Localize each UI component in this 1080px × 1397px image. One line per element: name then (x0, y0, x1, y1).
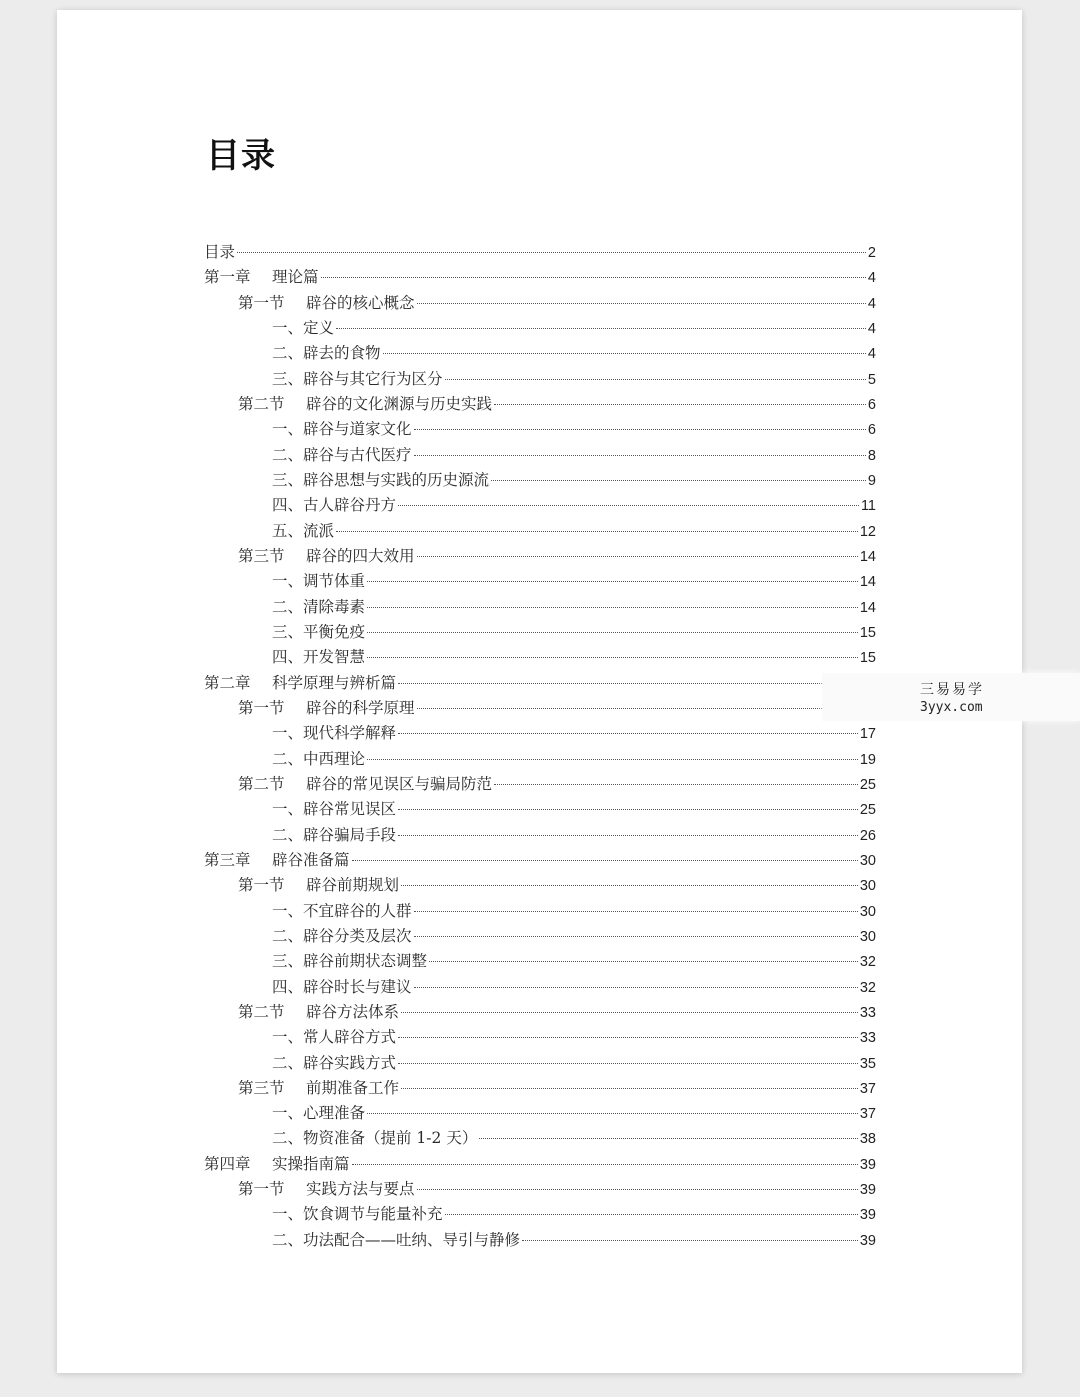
toc-entry-text: 一、辟谷与道家文化 (272, 420, 412, 439)
toc-page-number: 17 (859, 726, 876, 743)
toc-entry-text: 二、功法配合——吐纳、导引与静修 (272, 1230, 521, 1249)
toc-page-number: 4 (867, 320, 876, 337)
toc-dot-leader (401, 885, 858, 886)
toc-entry-text: 二、辟谷实践方式 (272, 1053, 397, 1072)
toc-entry-text: 目录 (204, 243, 236, 261)
toc-dot-leader (398, 1063, 858, 1064)
toc-entry-text: 一、心理准备 (272, 1104, 366, 1123)
toc-page-number: 19 (859, 751, 876, 768)
toc-page-number: 14 (859, 599, 876, 616)
toc-entry[interactable] (204, 899, 876, 924)
toc-page-number: 39 (859, 1207, 876, 1224)
toc-entry-label (204, 848, 350, 873)
toc-dot-leader (398, 683, 866, 684)
toc-entry-label (272, 721, 396, 746)
toc-entry-label (238, 873, 399, 898)
toc-dot-leader (429, 961, 858, 962)
table-of-contents (204, 240, 876, 1253)
toc-entry-text: 一、饮食调节与能量补充 (272, 1205, 443, 1224)
toc-entry-label (238, 696, 415, 721)
toc-page-number: 32 (859, 954, 876, 971)
toc-dot-leader (417, 303, 866, 304)
toc-entry-label (272, 468, 489, 493)
toc-entry[interactable] (204, 1152, 876, 1177)
toc-entry-label (238, 772, 492, 797)
toc-dot-leader (352, 860, 858, 861)
toc-entry-text: 辟谷方法体系 (306, 1002, 400, 1021)
toc-entry-number: 第一节 (238, 698, 285, 717)
toc-page-number: 32 (859, 979, 876, 996)
toc-entry-label (272, 1051, 396, 1076)
toc-entry[interactable] (204, 671, 876, 696)
toc-entry-label (272, 316, 334, 341)
toc-entry[interactable] (204, 949, 876, 974)
toc-entry-label (272, 899, 412, 924)
toc-entry-label (272, 569, 365, 594)
toc-entry-label (204, 671, 396, 696)
page-title: 目录 (206, 136, 276, 176)
toc-dot-leader (336, 328, 866, 329)
toc-entry-label (272, 1025, 396, 1050)
toc-entry-text: 二、清除毒素 (272, 597, 366, 616)
toc-page-number: 4 (867, 295, 876, 312)
toc-page-number: 12 (859, 523, 876, 540)
toc-entry[interactable] (204, 519, 876, 544)
toc-dot-leader (479, 1138, 858, 1139)
toc-entry-number: 第三节 (238, 1078, 285, 1097)
toc-entry-text: 五、流派 (272, 521, 335, 540)
toc-entry-number: 第二节 (238, 1002, 285, 1021)
toc-entry-text: 二、辟谷与古代医疗 (272, 445, 412, 464)
toc-dot-leader (414, 455, 866, 456)
toc-dot-leader (398, 733, 858, 734)
toc-entry[interactable] (204, 417, 876, 442)
toc-entry-text: 二、辟去的食物 (272, 344, 381, 363)
toc-page-number: 33 (859, 1004, 876, 1021)
toc-entry-label (238, 1000, 399, 1025)
toc-entry-text: 辟谷的四大效用 (306, 546, 415, 565)
toc-entry-label (272, 1228, 520, 1253)
toc-entry-text: 辟谷的核心概念 (306, 293, 415, 312)
toc-dot-leader (321, 277, 866, 278)
toc-page-number: 39 (859, 1232, 876, 1249)
toc-page-number: 6 (867, 422, 876, 439)
toc-entry[interactable] (204, 1228, 876, 1253)
toc-entry-text: 三、辟谷与其它行为区分 (272, 369, 443, 388)
toc-entry-label (272, 747, 365, 772)
toc-entry[interactable] (204, 316, 876, 341)
toc-dot-leader (417, 556, 858, 557)
toc-entry[interactable] (204, 1101, 876, 1126)
toc-entry-label (272, 949, 427, 974)
toc-page-number: 2 (867, 245, 876, 261)
toc-dot-leader (367, 607, 858, 608)
toc-entry[interactable] (204, 1076, 876, 1101)
toc-entry-text: 一、不宜辟谷的人群 (272, 901, 412, 920)
toc-entry-number: 第三章 (204, 850, 251, 869)
toc-dot-leader (367, 759, 858, 760)
toc-entry-text: 二、辟谷骗局手段 (272, 825, 397, 844)
toc-entry[interactable] (204, 772, 876, 797)
toc-dot-leader (401, 1012, 858, 1013)
toc-entry-label (272, 975, 412, 1000)
toc-entry[interactable] (204, 721, 876, 746)
toc-entry[interactable] (204, 975, 876, 1000)
toc-entry[interactable] (204, 645, 876, 670)
toc-entry-label (272, 417, 412, 442)
toc-entry[interactable] (204, 696, 876, 721)
toc-entry-label (204, 265, 319, 290)
toc-entry-number: 第二章 (204, 673, 251, 692)
toc-entry[interactable] (204, 848, 876, 873)
watermark-site-name: 三易易学 (920, 682, 984, 698)
toc-page-number: 39 (859, 1156, 876, 1173)
toc-dot-leader (494, 404, 866, 405)
toc-entry-number: 第二节 (238, 774, 285, 793)
toc-entry[interactable] (204, 797, 876, 822)
toc-entry[interactable] (204, 265, 876, 290)
toc-dot-leader (336, 531, 858, 532)
toc-entry[interactable] (204, 823, 876, 848)
toc-entry-text: 辟谷的常见误区与骗局防范 (306, 774, 493, 793)
toc-entry-text: 一、调节体重 (272, 572, 366, 591)
toc-entry-text: 四、开发智慧 (272, 648, 366, 667)
toc-entry-text: 一、现代科学解释 (272, 724, 397, 743)
toc-page-number: 25 (859, 776, 876, 793)
toc-entry[interactable] (204, 367, 876, 392)
toc-dot-leader (398, 809, 858, 810)
toc-entry[interactable] (204, 595, 876, 620)
toc-entry-text: 四、古人辟谷丹方 (272, 496, 397, 515)
toc-entry-label (272, 645, 365, 670)
toc-entry-text: 三、辟谷思想与实践的历史源流 (272, 470, 490, 489)
toc-entry-number: 第一节 (238, 1180, 285, 1199)
toc-page-number: 30 (859, 928, 876, 945)
toc-entry-number: 第三节 (238, 546, 285, 565)
toc-entry-number: 第一节 (238, 876, 285, 895)
toc-dot-leader (383, 353, 866, 354)
toc-entry-label (238, 291, 415, 316)
toc-entry-number: 第一节 (238, 293, 285, 312)
toc-dot-leader (445, 379, 866, 380)
toc-page-number: 35 (859, 1055, 876, 1072)
toc-entry-text: 一、常人辟谷方式 (272, 1028, 397, 1047)
toc-dot-leader (414, 987, 858, 988)
toc-entry[interactable] (204, 493, 876, 518)
toc-entry-text: 辟谷的文化渊源与历史实践 (306, 394, 493, 413)
toc-dot-leader (398, 835, 858, 836)
toc-entry-number: 第一章 (204, 268, 251, 287)
toc-entry-label (272, 519, 334, 544)
toc-entry-text: 三、平衡免疫 (272, 622, 366, 641)
toc-entry-label (204, 240, 235, 265)
toc-dot-leader (367, 1113, 858, 1114)
toc-page-number: 4 (867, 270, 876, 287)
toc-dot-leader (237, 252, 866, 253)
toc-entry[interactable] (204, 468, 876, 493)
toc-dot-leader (352, 1164, 858, 1165)
toc-entry-label (272, 1202, 443, 1227)
toc-entry[interactable] (204, 240, 876, 265)
toc-entry-label (272, 341, 381, 366)
toc-entry[interactable] (204, 443, 876, 468)
toc-entry-text: 前期准备工作 (306, 1078, 400, 1097)
toc-page-number: 26 (859, 827, 876, 844)
toc-page-number: 4 (867, 346, 876, 363)
toc-entry-text: 辟谷的科学原理 (306, 698, 415, 717)
watermark-site-url: 3yyx.com (920, 700, 983, 715)
toc-page-number: 33 (859, 1030, 876, 1047)
toc-entry-text: 一、辟谷常见误区 (272, 800, 397, 819)
toc-entry-label (272, 1126, 477, 1151)
toc-entry-label (204, 1152, 350, 1177)
toc-entry-text: 四、辟谷时长与建议 (272, 977, 412, 996)
toc-entry[interactable] (204, 1126, 876, 1151)
toc-entry[interactable] (204, 291, 876, 316)
toc-entry-text: 辟谷准备篇 (272, 850, 350, 869)
toc-page-number: 8 (867, 447, 876, 464)
toc-entry[interactable] (204, 1025, 876, 1050)
toc-page-number: 38 (859, 1131, 876, 1148)
toc-entry-label (272, 443, 412, 468)
toc-page-number: 15 (859, 624, 876, 641)
toc-page-number: 5 (867, 371, 876, 388)
toc-entry-label (238, 392, 492, 417)
toc-entry-label (272, 367, 443, 392)
toc-page-number: 30 (859, 903, 876, 920)
toc-entry[interactable] (204, 1177, 876, 1202)
toc-entry-label (272, 620, 365, 645)
toc-page-number: 9 (867, 472, 876, 489)
toc-entry[interactable] (204, 569, 876, 594)
toc-page-number: 30 (859, 852, 876, 869)
toc-page-number: 11 (860, 498, 876, 515)
toc-entry-text: 三、辟谷前期状态调整 (272, 952, 428, 971)
toc-dot-leader (414, 936, 858, 937)
toc-entry-label (238, 1177, 415, 1202)
toc-page-number: 6 (867, 396, 876, 413)
toc-dot-leader (494, 784, 858, 785)
toc-page-number: 14 (859, 574, 876, 591)
toc-entry-label (272, 797, 396, 822)
toc-entry-text: 二、辟谷分类及层次 (272, 926, 412, 945)
toc-entry-text: 科学原理与辨析篇 (272, 673, 397, 692)
toc-page-number: 15 (859, 650, 876, 667)
toc-page-number: 14 (859, 548, 876, 565)
toc-entry-text: 实操指南篇 (272, 1154, 350, 1173)
toc-dot-leader (367, 581, 858, 582)
toc-entry-text: 实践方法与要点 (306, 1180, 415, 1199)
toc-entry[interactable] (204, 1202, 876, 1227)
toc-dot-leader (398, 1037, 858, 1038)
toc-entry-number: 第四章 (204, 1154, 251, 1173)
toc-entry-text: 辟谷前期规划 (306, 876, 400, 895)
toc-dot-leader (414, 911, 858, 912)
toc-page-number: 37 (859, 1080, 876, 1097)
toc-entry-label (272, 493, 396, 518)
toc-entry[interactable] (204, 873, 876, 898)
toc-entry[interactable] (204, 341, 876, 366)
toc-entry[interactable] (204, 1000, 876, 1025)
toc-dot-leader (522, 1240, 858, 1241)
toc-page-number: 39 (859, 1182, 876, 1199)
toc-page-number: 37 (859, 1106, 876, 1123)
toc-entry-text: 理论篇 (272, 268, 319, 287)
toc-entry-text: 二、物资准备（提前 1-2 天） (272, 1129, 478, 1148)
toc-entry[interactable] (204, 620, 876, 645)
toc-entry-text: 二、中西理论 (272, 749, 366, 768)
toc-entry-label (272, 1101, 365, 1126)
toc-entry[interactable] (204, 1051, 876, 1076)
toc-dot-leader (401, 1088, 858, 1089)
toc-entry-label (272, 595, 365, 620)
watermark (822, 673, 1080, 721)
toc-entry-label (272, 924, 412, 949)
toc-entry[interactable] (204, 747, 876, 772)
toc-dot-leader (367, 657, 858, 658)
toc-entry[interactable] (204, 544, 876, 569)
toc-entry[interactable] (204, 392, 876, 417)
toc-entry-label (238, 1076, 399, 1101)
toc-entry-label (238, 544, 415, 569)
toc-page-number: 30 (859, 878, 876, 895)
toc-dot-leader (417, 708, 866, 709)
toc-page-number: 25 (859, 802, 876, 819)
toc-dot-leader (414, 429, 866, 430)
toc-entry-label (272, 823, 396, 848)
toc-entry[interactable] (204, 924, 876, 949)
toc-entry-text: 一、定义 (272, 318, 335, 337)
toc-dot-leader (491, 480, 866, 481)
toc-dot-leader (445, 1214, 858, 1215)
toc-dot-leader (417, 1189, 858, 1190)
toc-dot-leader (398, 505, 859, 506)
toc-entry-number: 第二节 (238, 394, 285, 413)
toc-dot-leader (367, 632, 858, 633)
